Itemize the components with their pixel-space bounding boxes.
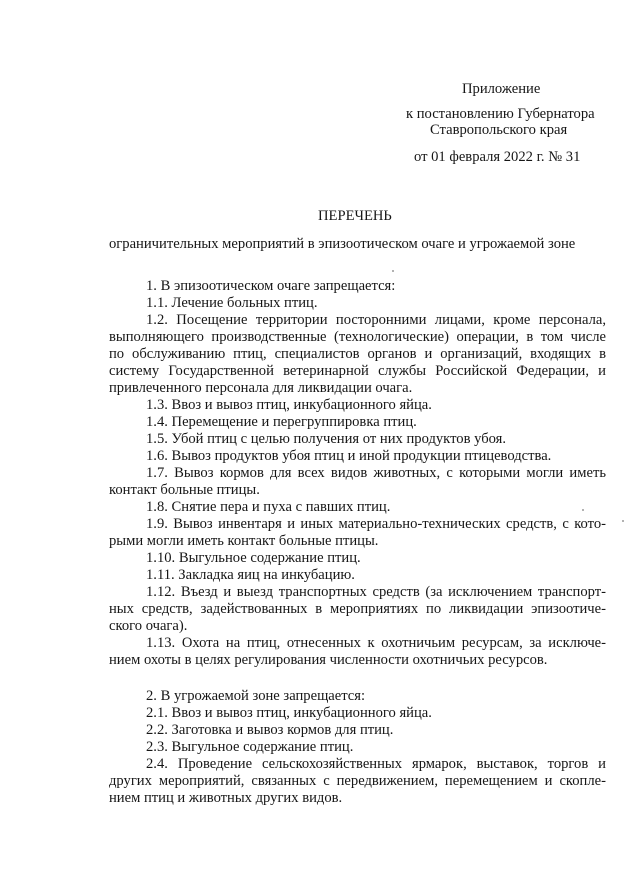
list-item: 1.2. Посещение территории посторонними лицами, кроме персонала, bbox=[146, 312, 606, 328]
list-item: 2.1. Ввоз и вывоз птиц, инкубационного яйца. bbox=[146, 705, 432, 721]
list-item-continuation: ных средств, задействованных в мероприятиях по ликвидации эпизоотиче- bbox=[109, 601, 606, 617]
list-item-continuation: нием птиц и животных других видов. bbox=[109, 790, 343, 806]
list-item: 1.5. Убой птиц с целью получения от них продуктов убоя. bbox=[146, 431, 507, 447]
list-item: 1.12. Въезд и выезд транспортных средств (за исключением транспорт- bbox=[146, 584, 606, 600]
list-item-continuation: рыми могли иметь контакт больные птицы. bbox=[109, 533, 379, 549]
list-item-continuation: систему Государственной ветеринарной службы Российской Федерации, и bbox=[109, 363, 606, 379]
list-item-continuation: по обслуживанию птиц, специалистов органов и организаций, входящих в bbox=[109, 346, 606, 362]
document-title: ПЕРЕЧЕНЬ bbox=[318, 208, 392, 224]
list-item-continuation: ского очага). bbox=[109, 618, 188, 634]
list-item: 2.2. Заготовка и вывоз кормов для птиц. bbox=[146, 722, 394, 738]
list-item-continuation: контакт больные птицы. bbox=[109, 482, 260, 498]
document-subtitle: ограничительных мероприятий в эпизоотическом очаге и угрожаемой зоне bbox=[109, 236, 576, 252]
decree-reference: к постановлению Губернатора bbox=[406, 106, 595, 122]
list-item-continuation: привлеченного персонала для ликвидации очага. bbox=[109, 380, 413, 396]
list-item: 1.13. Охота на птиц, отнесенных к охотничьим ресурсам, за исключе- bbox=[146, 635, 606, 651]
list-item-continuation: выполняющего производственные (технологические) операции, в том числе bbox=[109, 329, 606, 345]
list-item: 2.3. Выгульное содержание птиц. bbox=[146, 739, 354, 755]
list-item: 1.1. Лечение больных птиц. bbox=[146, 295, 318, 311]
region-name: Ставропольского края bbox=[430, 122, 568, 138]
list-item: 1.9. Вывоз инвентаря и иных материально-технических средств, с кото- bbox=[146, 516, 606, 532]
scan-speck bbox=[582, 509, 584, 511]
scan-speck bbox=[622, 520, 624, 522]
list-item: 1.3. Ввоз и вывоз птиц, инкубационного яйца. bbox=[146, 397, 432, 413]
list-item: 2.4. Проведение сельскохозяйственных ярмарок, выставок, торгов и bbox=[146, 756, 606, 772]
section-2-heading: 2. В угрожаемой зоне запрещается: bbox=[146, 688, 366, 704]
list-item: 1.6. Вывоз продуктов убоя птиц и иной продукции птицеводства. bbox=[146, 448, 552, 464]
list-item: 1.11. Закладка яиц на инкубацию. bbox=[146, 567, 355, 583]
list-item: 1.8. Снятие пера и пуха с павших птиц. bbox=[146, 499, 391, 515]
scan-speck bbox=[392, 270, 394, 272]
list-item-continuation: нием охоты в целях регулирования численности охотничьих ресурсов. bbox=[109, 652, 548, 668]
list-item: 1.4. Перемещение и перегруппировка птиц. bbox=[146, 414, 417, 430]
list-item-continuation: других мероприятий, связанных с передвижением, перемещением и скопле- bbox=[109, 773, 606, 789]
section-1-heading: 1. В эпизоотическом очаге запрещается: bbox=[146, 278, 396, 294]
appendix-label: Приложение bbox=[462, 81, 541, 97]
list-item: 1.7. Вывоз кормов для всех видов животных, с которыми могли иметь bbox=[146, 465, 606, 481]
decree-date-number: от 01 февраля 2022 г. № 31 bbox=[414, 149, 581, 165]
list-item: 1.10. Выгульное содержание птиц. bbox=[146, 550, 361, 566]
